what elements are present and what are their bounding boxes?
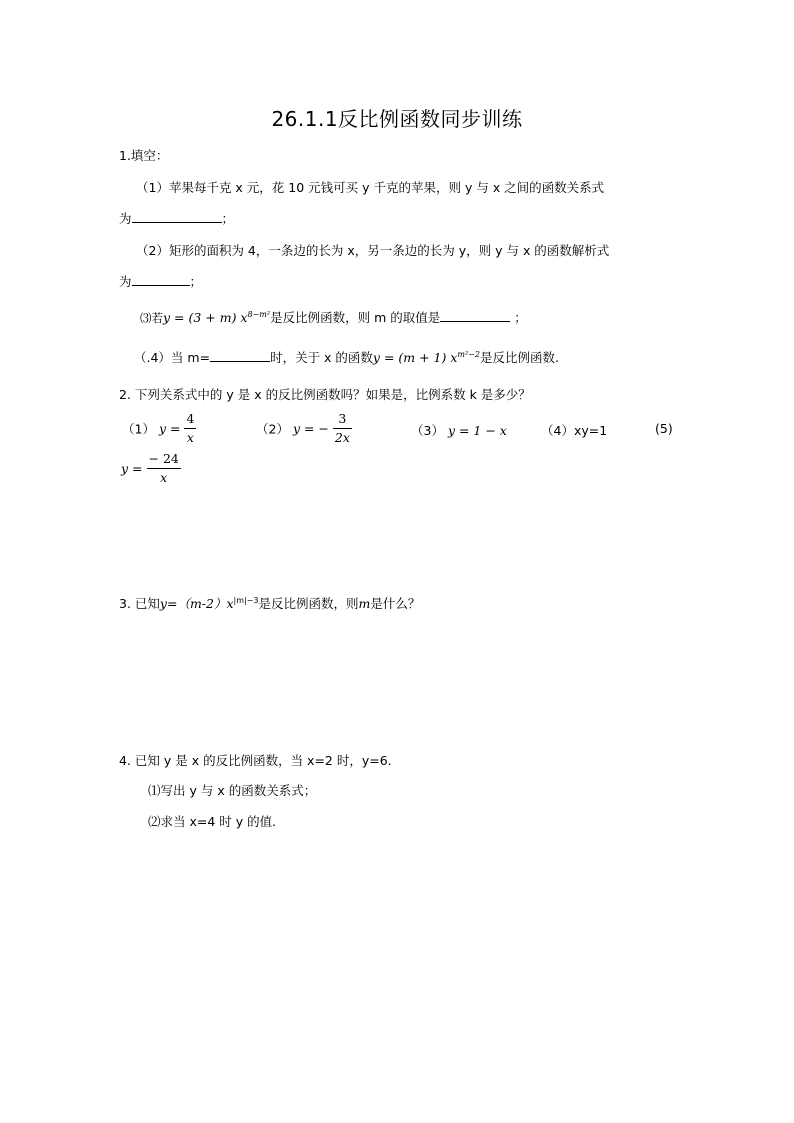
q2-heading: 2. 下列关系式中的 y 是 x 的反比例函数吗？如果是，比例系数 k 是多少？: [119, 387, 531, 402]
q2-item5: [121, 450, 181, 487]
q3-formula: y=（m-2）x: [159, 596, 234, 611]
q1-part2-blank[interactable]: [132, 273, 190, 286]
q2-item1-label: （1）: [122, 421, 155, 437]
q2-item1-denominator: x: [184, 428, 196, 447]
q1-part3-exponent: 8−m²: [247, 309, 271, 319]
q2-item3: [411, 421, 507, 439]
q3-part-c: 是反比例函数，则: [258, 596, 359, 611]
q2-item5-fraction: [147, 450, 181, 487]
q1-part4: [134, 348, 559, 366]
q2-item5-label: (5): [655, 421, 673, 436]
q1-part4-blank[interactable]: [210, 349, 270, 362]
q2-item2-denominator: 2x: [334, 430, 350, 445]
q2-item1-lhs: y =: [158, 421, 181, 436]
q2-item2-fraction: [333, 410, 352, 447]
q2-item2: [256, 410, 352, 447]
q1-part2-prefix: 为: [119, 274, 132, 289]
q4-line1: 4. 已知 y 是 x 的反比例函数，当 x=2 时，y=6.: [119, 753, 392, 768]
q3-text: [119, 594, 420, 612]
q1-part4-exponent: m²−2: [457, 349, 481, 359]
q1-part4-suffix: 是反比例函数.: [480, 350, 559, 365]
q3-part-e: 是什么？: [370, 596, 421, 611]
q1-part4-formula: y = (m + 1) x: [372, 350, 458, 365]
page-title: 26.1.1反比例函数同步训练: [271, 107, 523, 131]
q1-part1-suffix: ；: [221, 211, 235, 226]
q1-part2-line1: （2）矩形的面积为 4，一条边的长为 x，另一条边的长为 y，则 y 与 x 的函数解析式: [136, 243, 610, 258]
q2-item4: （4）xy=1: [541, 423, 608, 438]
q2-item1: [122, 410, 196, 447]
q3-exponent: |m|−3: [233, 595, 259, 605]
q1-part1-prefix: 为: [119, 211, 132, 226]
q3-part-a: 3. 已知: [119, 596, 160, 611]
q1-part1-line2: [119, 209, 234, 227]
q1-part1-line1: （1）苹果每千克 x 元，花 10 元钱可买 y 千克的苹果，则 y 与 x 之间的函数关系式: [136, 180, 605, 195]
q2-item3-label: （3）: [411, 423, 444, 438]
q1-part3-formula: y = (3 + m) x: [163, 310, 248, 325]
q1-part3-blank[interactable]: [440, 309, 510, 322]
q2-item5-denominator: x: [147, 468, 181, 487]
q1-part3-prefix: ⑶若: [140, 311, 163, 325]
q3-variable-m: m: [358, 596, 371, 611]
q1-part3-suffix: ；: [514, 310, 527, 325]
q2-item5-numerator: − 24: [148, 451, 179, 466]
q4-line2: ⑴写出 y 与 x 的函数关系式；: [148, 783, 317, 798]
q1-part2-suffix: ；: [189, 274, 203, 289]
q1-heading: 1.填空：: [119, 148, 169, 163]
q1-part4-prefix: （.4）当 m=: [134, 350, 211, 365]
q1-part4-mid: 时，关于 x 的函数: [270, 350, 373, 365]
q2-item2-numerator: 3: [338, 411, 347, 426]
q2-item1-fraction: [184, 410, 196, 447]
q1-part2-line2: [119, 272, 202, 290]
q2-item1-numerator: 4: [186, 411, 195, 426]
q1-part1-blank[interactable]: [132, 210, 222, 223]
q2-item2-label: （2）: [256, 421, 289, 437]
q2-item3-expression: y = 1 − x: [447, 423, 507, 438]
q1-part3: [140, 308, 527, 326]
q4-line3: ⑵求当 x=4 时 y 的值.: [148, 814, 277, 829]
q2-item2-lhs: y = −: [292, 421, 329, 436]
q1-part3-mid: 是反比例函数，则 m 的取值是: [270, 310, 441, 325]
q2-item5-lhs: y =: [121, 461, 143, 476]
